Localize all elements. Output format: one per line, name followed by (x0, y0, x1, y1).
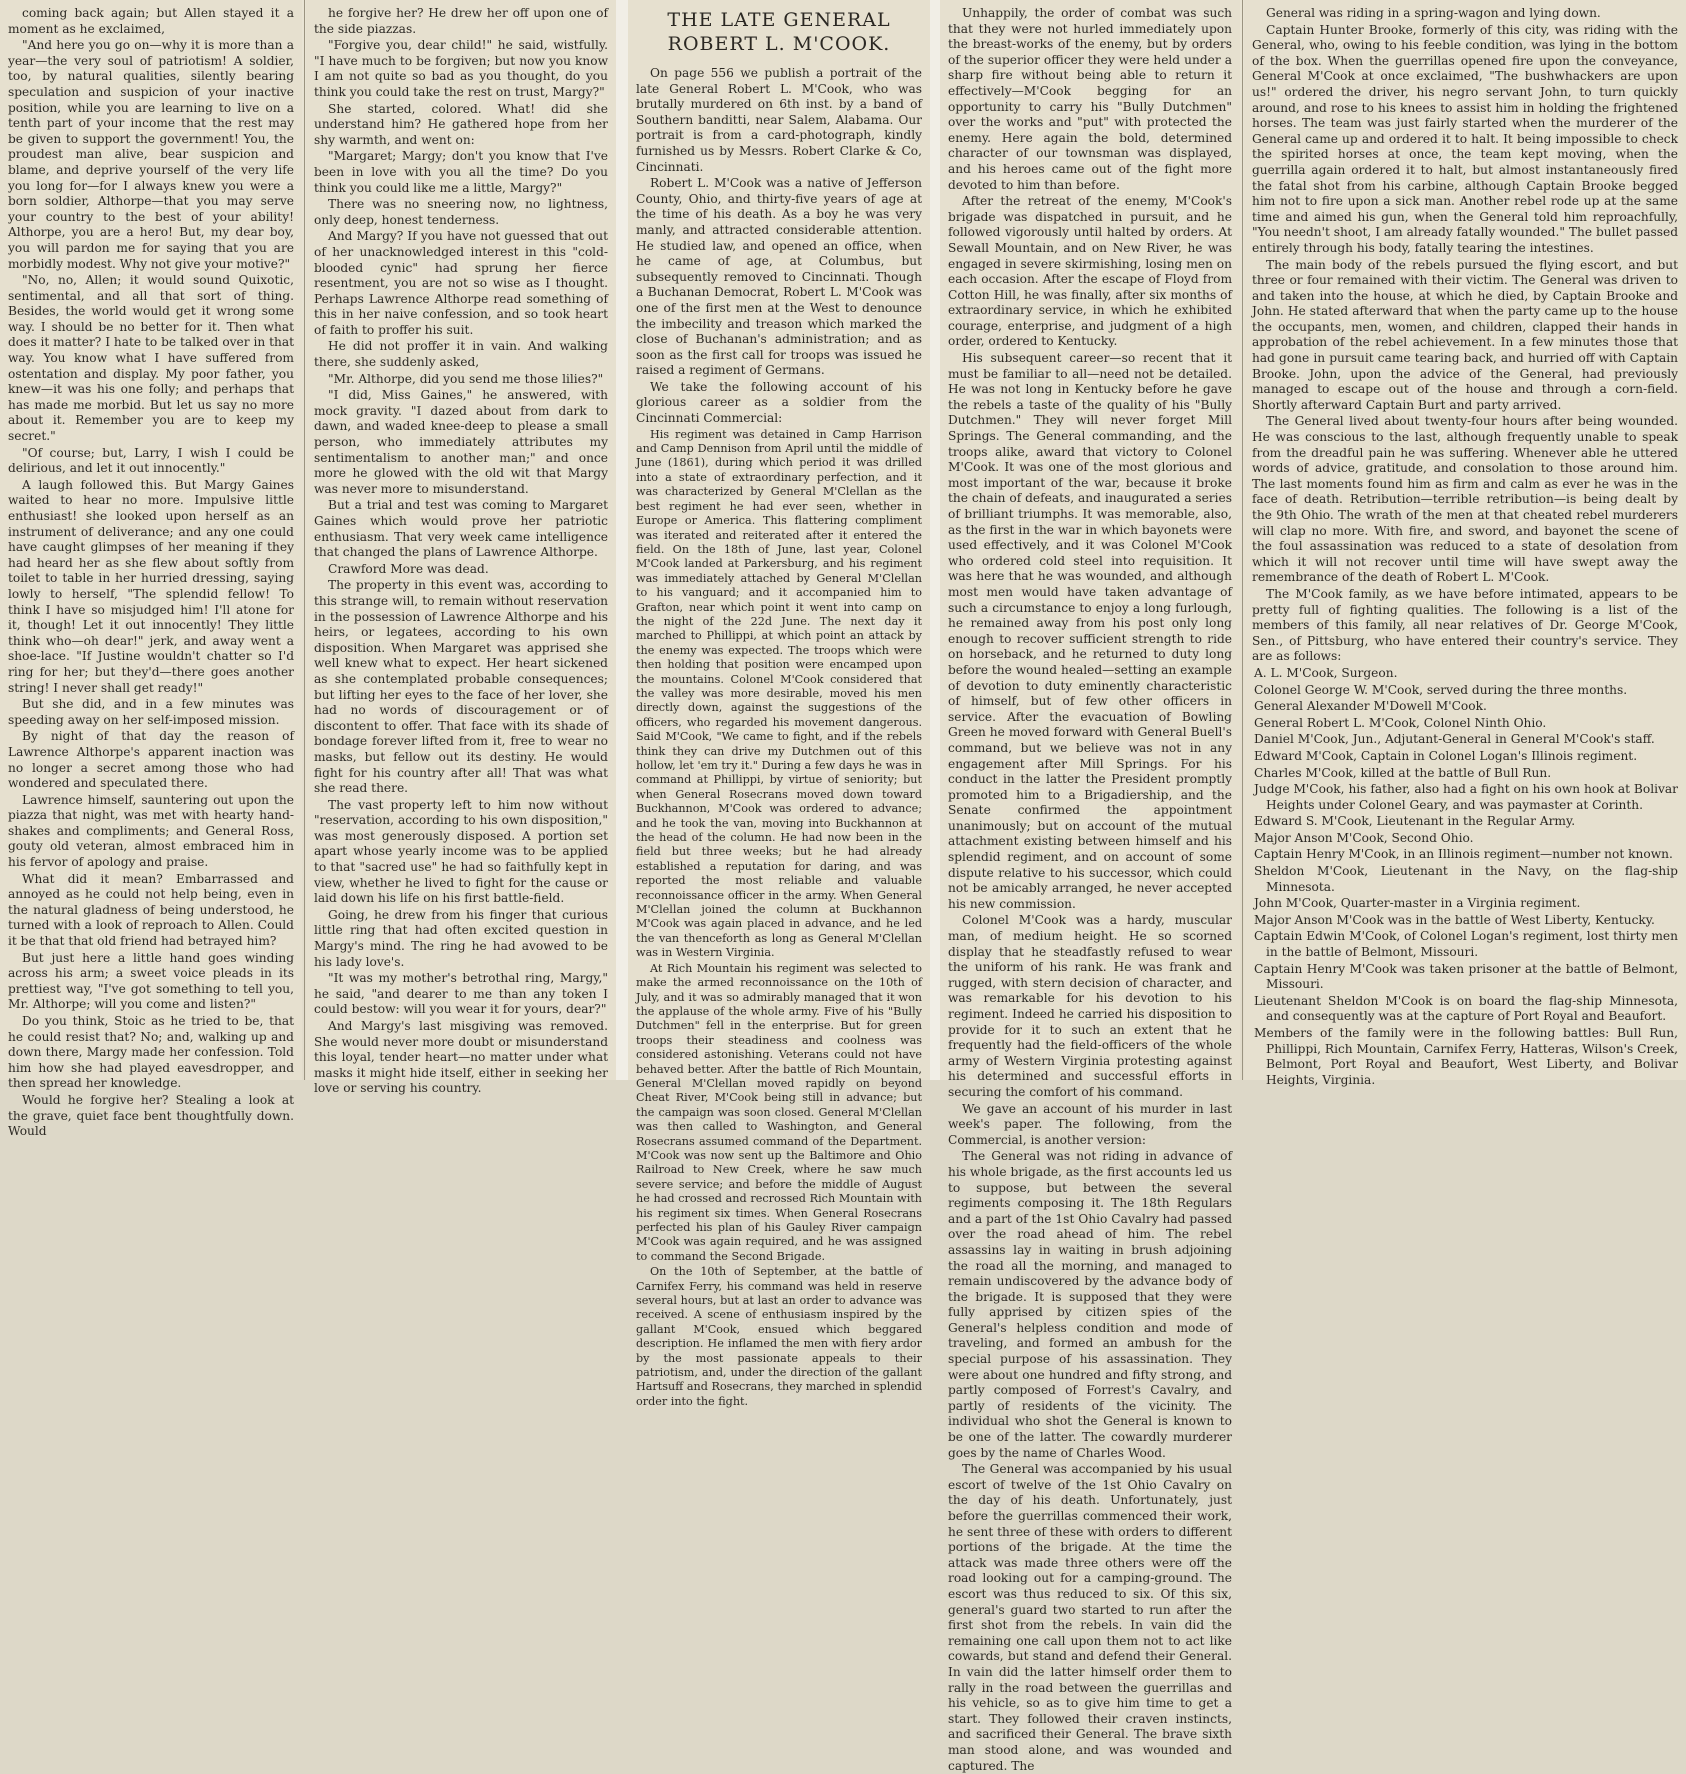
family-member-item: Captain Henry M'Cook, in an Illinois regiment—number not known. (1254, 847, 1673, 862)
paragraph: Colonel M'Cook was a hardy, muscular man, of medium height. He so scorned display that he steadfastly refused to wear the uniform of his rank. He was frank and rugged, with stern decision of character, and was remarkable for his devotion to his regiment. Indeed he carried his disposition to provide for it to such an extent that he frequently had the field-officers of the whole army of Western Virginia protesting against his determined and successful efforts in securing the comfort of his command. (948, 913, 1232, 1099)
paragraph: At Rich Mountain his regiment was selected to make the armed reconnoissance on the 10th of July, and it was so admirably managed that it won the applause of the whole army. Five of his "Bully Dutchmen" fell in the enterprise. But for green troops their steadiness and coolness was considered astonishing. Veterans could not have behaved better. After the battle of Rich Mountain, General M'Clellan moved rapidly on beyond Cheat River, M'Cook being still in advance; but the campaign was soon closed. General M'Clellan was then called to Washington, and General Rosecrans assumed command of the Department. M'Cook was now sent up the Baltimore and Ohio Railroad to New Creek, where he saw much severe service; and before the middle of August he had crossed and recrossed Rich Mountain with his regiment six times. When General Rosecrans perfected his plan of his Gauley River campaign M'Cook was again required, and he was assigned to command the Second Brigade. (636, 961, 922, 1263)
paragraph: The General lived about twenty-four hours after being wounded. He was conscious to the last, although frequently unable to speak from the dreadful pain he was suffering. Whenever able he uttered words of advice, gratitude, and consolation to those around him. The last moments found him as firm and calm as ever he was in the face of death. Retribution—terrible retribution—is being dealt by the 9th Ohio. The wrath of the men at that cheated rebel murderers will clap no more. With fire, and sword, and bayonet the scene of the foul assassination was reduced to a state of desolation from which it will not recover until time will have swept away the remembrance of the death of Robert L. M'Cook. (1252, 414, 1678, 585)
paragraph: Do you think, Stoic as he tried to be, that he could resist that? No; and, walking up and down there, Margy made her confession. Told him how she had played eavesdropper, and then spread her knowledge. (8, 1014, 294, 1091)
paragraph: By night of that day the reason of Lawrence Althorpe's apparent inaction was no longer a secret among those who had wondered and speculated there. (8, 729, 294, 791)
paragraph: We gave an account of his murder in last week's paper. The following, from the Commercial, is another version: (948, 1101, 1232, 1147)
paragraph: There was no sneering now, no lightness, only deep, honest tenderness. (314, 197, 608, 227)
column-gap (616, 0, 628, 1080)
paragraph: "Forgive you, dear child!" he said, wistfully. "I have much to be forgiven; but now you know I am not quite so bad as you thought, do you think you could take the rest on trust, Margy?" (314, 38, 608, 99)
family-member-item: General Robert L. M'Cook, Colonel Ninth Ohio. (1254, 715, 1547, 730)
family-member-item: Lieutenant Sheldon M'Cook is on board the flag-ship Minnesota, and consequently was at the capture of Port Royal and Beaufort. (1254, 993, 1678, 1024)
family-member-item: Major Anson M'Cook was in the battle of West Liberty, Kentucky. (1254, 912, 1655, 927)
family-member-item: Major Anson M'Cook, Second Ohio. (1254, 830, 1474, 845)
paragraph: Going, he drew from his finger that curious little ring that had often excited question in Margy's mind. The ring he had avowed to be his lady love's. (314, 907, 608, 969)
paragraph: A laugh followed this. But Margy Gaines waited to hear no more. Impulsive little enthusiast! she looked upon herself as an instrument of deliverance; and any one could have caught glimpses of her meaning if they had heard her as she flew about softly from toilet to table in her hurried dressing, saying lowly to herself, "The splendid fellow! To think I have so misjudged him! I'll atone for it, though! Let it out innocently! They little think who—oh dear!" jerk, and away went a shoe-lace. "If Justine wouldn't chatter so I'd ring for her; but they'd—there goes another string! I never shall get ready!" (8, 477, 294, 695)
column-gap (930, 0, 940, 1080)
paragraph: General was riding in a spring-wagon and lying down. (1266, 6, 1601, 20)
column-4 (940, 0, 1240, 1773)
family-member-item: Edward M'Cook, Captain in Colonel Logan's Illinois regiment. (1254, 748, 1638, 763)
paragraph: And Margy's last misgiving was removed. She would never more doubt or misunderstand this loyal, tender heart—no matter under what masks it might hide itself, either in seeking her love or serving his country. (314, 1019, 608, 1096)
paragraph: "Margaret; Margy; don't you know that I've been in love with you all the time? Do you think you could like me a little, Margy?" (314, 149, 608, 195)
paragraph: And Margy? If you have not guessed that out of her unacknowledged interest in this "cold-blooded cynic" had sprung her fierce resentment, you are not so wise as I thought. Perhaps Lawrence Althorpe read something of this in her naive confession, and so took heart of faith to proffer his suit. (314, 229, 608, 337)
paragraph: But just here a little hand goes winding across his arm; a sweet voice pleads in its prettiest way, "I've got something to tell you, Mr. Althorpe; will you come and listen?" (8, 950, 294, 1012)
paragraph: "And here you go on—why it is more than a year—the very soul of patriotism! A soldier, too, by natural qualities, silently bearing speculation and suspicion of your inactive position, while you are learning to live on a tenth part of your income that the rest may be given to support the government! You, the proudest man alive, bear suspicion and blame, and deprive yourself of the very life you long for—for I always knew you were a born soldier, Althorpe—that you may serve your country to the best of your ability! Althorpe, you are a hero! But, my dear boy, you will pardon me for saying that you are morbidly modest. Why not give your motive?" (8, 38, 294, 271)
family-member-item: Captain Henry M'Cook was taken prisoner at the battle of Belmont, Missouri. (1254, 961, 1678, 992)
family-member-item: John M'Cook, Quarter-master in a Virginia regiment. (1254, 896, 1581, 911)
paragraph: The property in this event was, according to this strange will, to remain without reservation in the possession of Lawrence Althorpe and his heirs, or legatees, according to his own disposition. When Margaret was apprised she well knew what to expect. Her heart sickened as she contemplated probable consequences; but lifting her eyes to the face of her lover, she had no words of discouragement or of discontent to offer. That face with its shade of bondage forever lifted from it, free to wear no masks, but fellow out its destiny. He would fight for his country after all! That was what she read there. (314, 578, 608, 796)
family-member-list (1252, 666, 1678, 1088)
paragraph: "Of course; but, Larry, I wish I could be delirious, and let it out innocently." (8, 445, 294, 476)
family-member-item: A. L. M'Cook, Surgeon. (1254, 665, 1398, 680)
paragraph: he forgive her? He drew her off upon one of the side piazzas. (314, 6, 608, 36)
family-member-item: Judge M'Cook, his father, also had a fight on his own hook at Bolivar Heights under Colonel Geary, and was paymaster at Corinth. (1254, 782, 1678, 812)
paragraph: But she did, and in a few minutes was speeding away on her self-imposed mission. (8, 697, 294, 727)
family-member-item: Edward S. M'Cook, Lieutenant in the Regular Army. (1254, 814, 1576, 829)
paragraph: After the retreat of the enemy, M'Cook's brigade was dispatched in pursuit, and he followed vigorously until halted by orders. At Sewall Mountain, and on New River, he was engaged in severe skirmishing, losing men on each occasion. After the escape of Floyd from Cotton Hill, he was finally, after six months of extraordinary service, in which he exhibited courage, enterprise, and judgment of a high order, ordered to Kentucky. (948, 194, 1232, 349)
column-3-article (628, 0, 930, 1408)
family-member-item: Captain Edwin M'Cook, of Colonel Logan's regiment, lost thirty men in the battle of Belmont, Missouri. (1254, 929, 1678, 960)
paragraph: On the 10th of September, at the battle of Carnifex Ferry, his command was held in reserve several hours, but at last an order to advance was received. A scene of enthusiasm inspired by the gallant M'Cook, ensued which beggared description. He inflamed the men with fiery ardor by the most passionate appeals to their patriotism, and, under the direction of the gallant Hartsuff and Rosecrans, they marched in splendid order into the fight. (636, 1265, 922, 1408)
family-member-item: General Alexander M'Dowell M'Cook. (1254, 699, 1487, 714)
paragraph: The vast property left to him now without "reservation, according to his own disposition," was most generously disposed. A portion set apart whose yearly income was to be applied to that "sacred use" he had so faithfully kept in view, whether he lived to fight for the cause or laid down his life on his first battle-field. (314, 797, 608, 906)
family-member-item: Daniel M'Cook, Jun., Adjutant-General in General M'Cook's staff. (1254, 732, 1655, 747)
paragraph: coming back again; but Allen stayed it a moment as he exclaimed, (8, 6, 294, 36)
column-rule (1242, 0, 1243, 1080)
article-headline: THE LATE GENERAL ROBERT L. M'COOK. (667, 9, 891, 55)
paragraph: Would he forgive her? Stealing a look at the grave, quiet face bent thoughtfully down. Would (8, 1092, 294, 1139)
family-member-item: Sheldon M'Cook, Lieutenant in the Navy, on the flag-ship Minnesota. (1254, 864, 1678, 894)
paragraph: "It was my mother's betrothal ring, Margy," he said, "and dearer to me than any token I could bestow: will you wear it for yours, dear?" (314, 971, 608, 1017)
paragraph: The M'Cook family, as we have before intimated, appears to be pretty full of fighting qualities. The following is a list of the members of this family, all near relatives of Dr. George M'Cook, Sen., of Pittsburg, who have entered their country's service. They are as follows: (1252, 586, 1678, 664)
column-1 (0, 0, 302, 1139)
paragraph: Crawford More was dead. (328, 561, 489, 576)
paragraph: Robert L. M'Cook was a native of Jefferson County, Ohio, and thirty-five years of age at the time of his death. As a boy he was very manly, and attracted considerable attention. He studied law, and opened an office, when he came of age, at Columbus, but subsequently removed to Cincinnati. Though a Buchanan Democrat, Robert L. M'Cook was one of the first men at the West to denounce the imbecility and treason which marked the close of Buchanan's administration; and as soon as the first call for troops was issued he raised a regiment of Germans. (636, 176, 922, 378)
paragraph: What did it mean? Embarrassed and annoyed as he could not help being, even in the natural gladness of being understood, he turned with a look of reproach to Allen. Could it be that that old friend had betrayed him? (8, 871, 294, 949)
family-member-item: Charles M'Cook, killed at the battle of Bull Run. (1254, 765, 1552, 780)
paragraph: She started, colored. What! did she understand him? He gathered hope from her shy warmth, and went on: (314, 101, 608, 147)
paragraph: But a trial and test was coming to Margaret Gaines which would prove her patriotic enthusiasm. That very week came intelligence that changed the plans of Lawrence Althorpe. (314, 498, 608, 560)
paragraph: His subsequent career—so recent that it must be familiar to all—need not be detailed. He was not long in Kentucky before he gave the rebels a taste of the quality of his "Bully Dutchmen." They will never forget Mill Springs. The General commanding, and the troops alike, award that victory to Colonel M'Cook. It was one of the most glorious and most important of the war, because it broke the chain of defeats, and inaugurated a series of brilliant triumphs. It was memorable, also, as the first in the war in which bayonets were used effectively, and it was Colonel M'Cook who ordered cold steel into requisition. It was here that he was wounded, and although most men would have taken advantage of such a circumstance to enjoy a long furlough, he remained away from his post only long enough to recover sufficient strength to ride on horseback, and he returned to duty long before the wound healed—setting an example of devotion to duty eminently characteristic of himself, but of few other officers in service. After the evacuation of Bowling Green he moved forward with General Buell's command, but we believe was not in any engagement after Mill Springs. For his conduct in the latter the President promptly promoted him to a Brigadiership, and the Senate confirmed the appointment unanimously; but on account of the mutual attachment existing between himself and his splendid regiment, and on account of some dispute relative to his successor, which could not be amicably arranged, he never accepted his new commission. (948, 351, 1233, 911)
paragraph: "No, no, Allen; it would sound Quixotic, sentimental, and all that sort of thing. Besides, the world would get it wrong some way. I should be no better for it. Then what does it matter? I hate to be talked over in that way. You know what I have suffered from ostentation and display. My poor father, you knew—it was his one folly; and perhaps that has made me morbid. But let us say no more about it. Remember you are to keep my secret." (8, 273, 295, 444)
column-rule (304, 0, 305, 1080)
paragraph: The General was accompanied by his usual escort of twelve of the 1st Ohio Cavalry on the day of his death. Unfortunately, just before the guerrillas commenced their work, he sent three of these with orders to different portions of the brigade. At the time the attack was made three others were off the road looking out for a camping-ground. The escort was thus reduced to six. Of this six, general's guard two started to run after the first shot from the rebels. In vain did the remaining one call upon them not to act like cowards, but stand and defend their General. In vain did the latter himself order them to rally in the road between the guerrillas and his vehicle, so as to give him time to get a start. They followed their craven instincts, and sacrificed their General. The brave sixth man stood alone, and was wounded and captured. The (948, 1462, 1232, 1773)
paragraph: The General was not riding in advance of his whole brigade, as the first accounts led us to suppose, but between the several regiments composing it. The 18th Regulars and a part of the 1st Ohio Cavalry had passed over the road ahead of him. The rebel assassins lay in waiting in brush adjoining the road all the morning, and managed to remain undiscovered by the advance body of the brigade. It is supposed that they were fully apprised by citizen spies of the General's helpless condition and mode of traveling, and formed an ambush for the special purpose of his assassination. They were about one hundred and fifty strong, and partly composed of Forrest's Cavalry, and partly of residents of the vicinity. The individual who shot the General is known to be one of the latter. The cowardly murderer goes by the name of Charles Wood. (948, 1149, 1232, 1460)
paragraph: On page 556 we publish a portrait of the late General Robert L. M'Cook, who was brutally murdered on 6th inst. by a band of Southern banditti, near Salem, Alabama. Our portrait is from a card-photograph, kindly furnished us by Messrs. Robert Clarke & Co, Cincinnati. (636, 66, 922, 174)
paragraph: "I did, Miss Gaines," he answered, with mock gravity. "I dazed about from dark to dawn, and waded knee-deep to please a small person, who immediately attributes my sentimentalism to another man;" and once more he glowed with the old wit that Margy was never more to misunderstand. (314, 388, 608, 496)
paragraph: We take the following account of his glorious career as a soldier from the Cincinnati Commercial: (636, 379, 922, 426)
column-5 (1244, 0, 1686, 1087)
paragraph: The main body of the rebels pursued the flying escort, and but three or four remained with their victim. The General was driven to and taken into the house, at which he died, by Captain Brooke and John. He stated afterward that when the party came up to the house the occupants, men, women, and children, clapped their hands in approbation of the rebel achievement. In a few minutes those that had gone in pursuit came tearing back, and hurried off with Captain Brooke. John, upon the advice of the General, had previously managed to escape out of the house and through a corn-field. Shortly afterward Captain Burt and party arrived. (1252, 257, 1678, 412)
paragraph: He did not proffer it in vain. And walking there, she suddenly asked, (314, 339, 608, 370)
column-2 (306, 0, 616, 1096)
family-member-item: Members of the family were in the following battles: Bull Run, Phillippi, Rich Mountain, Carnifex Ferry, Hatteras, Wilson's Creek, Belmont, Port Royal and Beaufort, West Liberty, and Bolivar Heights, Virginia. (1254, 1026, 1678, 1087)
paragraph: "Mr. Althorpe, did you send me those lilies?" (328, 371, 604, 386)
family-member-item: Colonel George W. M'Cook, served during the three months. (1254, 682, 1628, 697)
paragraph: His regiment was detained in Camp Harrison and Camp Dennison from April until the middle of June (1861), during which period it was drilled into a state of extraordinary perfection, and it was characterized by General M'Clellan as the best regiment he had ever seen, whether in Europe or America. This flattering compliment was iterated and reiterated after it entered the field. On the 18th of June, last year, Colonel M'Cook landed at Parkersburg, and his regiment was immediately attached by General M'Clellan to his vanguard; and it accompanied him to Grafton, near which point it went into camp on the night of the 22d June. The next day it marched to Phillippi, at which point an attack by the enemy was expected. The troops which were then holding that position were encamped upon the mountains. Colonel M'Cook considered that the valley was more desirable, moved his men directly down, against the suggestions of the officers, who regarded his movement dangerous. Said M'Cook, "We came to fight, and if the rebels think they can drive my Dutchmen out of this hollow, let 'em try it." During a few days he was in command at Phillippi, by virtue of seniority; but when General Rosecrans moved down toward Buckhannon, M'Cook was ordered to advance; and he took the van, moving into Buckhannon at the head of the column. He had now been in the field but three weeks; but he had already established a reputation for daring, and was reported the most reliable and valuable reconnoissance officer in the army. When General M'Clellan joined the column at Buckhannon M'Cook was again placed in advance, and he led the van thenceforth as long as General M'Clellan was in Western Virginia. (636, 427, 922, 960)
paragraph: Unhappily, the order of combat was such that they were not hurled immediately upon the breast-works of the enemy, but by orders of the superior officer they were held under a sharp fire without being able to return it effectively—M'Cook begging for an opportunity to carry his "Bully Dutchmen" over the works and "put" with protected the enemy. Here again the bold, determined character of our townsman was displayed, and his heroes came out of the fight more devoted to him than before. (948, 6, 1232, 192)
paragraph: Lawrence himself, sauntering out upon the piazza that night, was met with hearty hand-shakes and compliments; and General Ross, gouty old veteran, almost embraced him in his fervor of apology and praise. (8, 792, 294, 870)
paragraph: Captain Hunter Brooke, formerly of this city, was riding with the General, who, owing to his feeble condition, was lying in the bottom of the box. When the guerrillas opened fire upon the conveyance, General M'Cook at once exclaimed, "The bushwhackers are upon us!" ordered the driver, his negro servant John, to turn quickly around, and rose to his knees to assist him in holding the frightened horses. The team was just fairly started when the murderer of the General came up and ordered it to halt. It being impossible to check the spirited horses at once, the team kept moving, when the guerrilla again ordered it to halt, but almost instantaneously fired the fatal shot from his carbine, although Captain Brooke begged him not to fire upon a sick man. Another rebel rode up at the same time and aimed his gun, when the General told him reproachfully, "You needn't shoot, I am already fatally wounded." The bullet passed entirely through his body, fatally tearing the intestines. (1252, 22, 1678, 255)
